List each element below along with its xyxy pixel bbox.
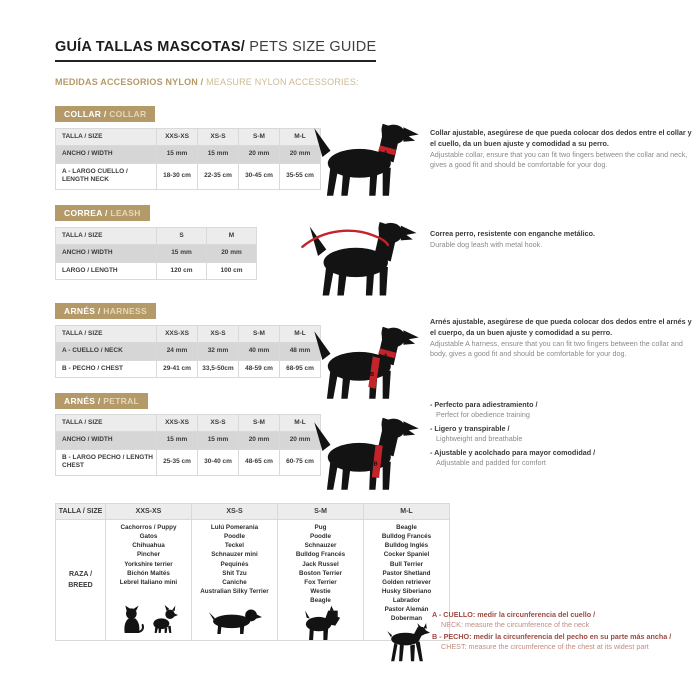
harness-description: [430, 317, 694, 360]
header-cell: M-L: [280, 129, 321, 146]
breed-list: Cachorros / Puppy Gatos Chihuahua Pincher Yorkshire terrier Bichón Maltés Lebrel Italiano mini: [119, 524, 178, 586]
value-cell: 15 mm: [198, 146, 239, 163]
breed-cell-s-m: [278, 520, 364, 641]
collar-size-table: [55, 128, 321, 190]
value-cell: 30-40 cm: [198, 449, 239, 475]
value-cell: 18-30 cm: [157, 163, 198, 189]
value-cell: 15 mm: [198, 432, 239, 449]
collar-badge-es: COLLAR /: [64, 109, 107, 119]
petral-dog-icon: [303, 406, 421, 496]
value-cell: 48-59 cm: [239, 360, 280, 377]
petral-section-badge: [55, 393, 148, 409]
collar-dog-icon: [303, 112, 421, 202]
feature-item: [430, 448, 694, 469]
breed-icons: [107, 604, 190, 635]
row-label-cell: B - PECHO / CHEST: [56, 360, 157, 377]
harness-badge-en: HARNESS: [103, 306, 147, 316]
row-label-cell: B - LARGO PECHO / LENGTH CHEST: [56, 449, 157, 475]
value-cell: 22-35 cm: [198, 163, 239, 189]
leash-desc-es: Correa perro, resistente con enganche metálico.: [430, 229, 595, 238]
schnauzer-icon: [301, 605, 341, 640]
row-label-cell: ANCHO / WIDTH: [56, 432, 157, 449]
collar-desc-en: Adjustable collar, ensure that you can fit two fingers between the collar and neck, gives a good fit and should be comfortable for your dog.: [430, 149, 688, 170]
header-cell: XXS-XS: [157, 415, 198, 432]
leash-desc-en: Durable dog leash with metal hook.: [430, 239, 543, 249]
value-cell: 25-35 cm: [157, 449, 198, 475]
value-cell: 120 cm: [157, 262, 207, 279]
page-title-en: PETS SIZE GUIDE: [249, 39, 377, 55]
harness-desc-es: Arnés ajustable, asegúrese de que pueda colocar dos dedos entre el arnés y el cuerpo, da un buen ajuste y comodidad a su perro.: [430, 317, 692, 337]
breed-icons: [193, 607, 276, 635]
petral-badge-en: PETRAL: [103, 396, 140, 406]
value-cell: 30-45 cm: [239, 163, 280, 189]
note-a-es: A - CUELLO: medir la circunferencia del cuello /: [432, 610, 596, 619]
neck-length-row: [56, 163, 321, 189]
feature-item: [430, 424, 694, 445]
header-cell: S: [157, 228, 207, 245]
page-subtitle-en: MEASURE NYLON ACCESSORIES:: [206, 77, 359, 87]
chest-row: [56, 360, 321, 377]
header-cell: S-M: [239, 129, 280, 146]
row-label-cell: A - LARGO CUELLO / LENGTH NECK: [56, 163, 157, 189]
header-cell: M: [207, 228, 257, 245]
breed-list: Lulú Pomerania Poodle Teckel Schnauzer mini Pequinés Shit Tzu Caniche Australian Silky Terrier: [200, 524, 269, 595]
feature-en: Lightweight and breathable: [436, 434, 523, 444]
feature-en: Adjustable and padded for comfort: [436, 458, 546, 468]
length-row: [56, 262, 257, 279]
page-subtitle: [55, 77, 359, 87]
value-cell: 15 mm: [157, 432, 198, 449]
note-a-en: NECK: measure the circumference of the neck: [441, 620, 590, 630]
leash-description: [430, 229, 694, 251]
marker-b-label: B: [370, 372, 374, 379]
header-cell: XXS-XS: [106, 504, 192, 520]
marker-a-label: A: [383, 353, 388, 360]
breed-row-label-cell: [56, 520, 106, 641]
table-header-row: [56, 228, 257, 245]
header-cell: XS-S: [198, 326, 239, 343]
dachshund-icon: [208, 607, 262, 634]
value-cell: 100 cm: [207, 262, 257, 279]
row-label-cell: ANCHO / WIDTH: [56, 146, 157, 163]
header-cell: XS-S: [192, 504, 278, 520]
header-cell: M-L: [280, 415, 321, 432]
collar-badge-en: COLLAR: [109, 109, 147, 119]
chihuahua-icon: [150, 604, 178, 634]
breed-cell-xs-s: [192, 520, 278, 641]
header-cell: XS-S: [198, 415, 239, 432]
petral-badge-es: ARNÉS /: [64, 396, 101, 406]
leash-badge-en: LEASH: [110, 208, 141, 218]
header-cell: XXS-XS: [157, 129, 198, 146]
value-cell: 24 mm: [157, 343, 198, 360]
value-cell: 20 mm: [239, 146, 280, 163]
width-row: [56, 146, 321, 163]
harness-badge-es: ARNÉS /: [64, 306, 101, 316]
value-cell: 32 mm: [198, 343, 239, 360]
feature-es: - Ajustable y acolchado para mayor comodidad /: [430, 448, 694, 458]
breed-list: Pug Poodle Schnauzer Bulldog Francés Jack Russel Boston Terrier Fox Terrier Westie Beagle: [295, 524, 346, 604]
note-b-en: CHEST: measure the circumference of the chest at its widest part: [441, 642, 649, 652]
page-subtitle-es: MEDIDAS ACCESORIOS NYLON /: [55, 77, 204, 87]
value-cell: 40 mm: [239, 343, 280, 360]
header-cell: M-L: [364, 504, 450, 520]
breed-list: Beagle Bulldog Francés Bulldog Inglés Cocker Spaniel Bull Terrier Pastor Shetland Golden retriever Husky Siberiano Labrador Pastor Alemán Doberman: [381, 524, 432, 623]
header-cell: S-M: [239, 326, 280, 343]
leash-badge-es: CORREA /: [64, 208, 108, 218]
feature-es: - Perfecto para adiestramiento /: [430, 400, 694, 410]
value-cell: 33,5-50cm: [198, 360, 239, 377]
cat-icon: [120, 604, 144, 634]
chest-length-row: [56, 449, 321, 475]
table-header-row: [56, 415, 321, 432]
harness-size-table: [55, 325, 321, 378]
leash-size-table: [55, 227, 257, 280]
collar-description: [430, 128, 694, 171]
petral-feature-list: [430, 400, 694, 472]
width-row: [56, 245, 257, 262]
table-header-row: [56, 326, 321, 343]
value-cell: 15 mm: [157, 245, 207, 262]
breed-cell-xxs-xs: [106, 520, 192, 641]
doberman-icon: [384, 623, 430, 663]
note-b-es: B - PECHO: medir la circunferencia del pecho en su parte más ancha /: [432, 631, 672, 641]
header-cell: S-M: [278, 504, 364, 520]
header-cell: XS-S: [198, 129, 239, 146]
table-header-row: [56, 129, 321, 146]
value-cell: 48-65 cm: [239, 449, 280, 475]
header-cell: TALLA / SIZE: [56, 129, 157, 146]
page-title: [55, 39, 376, 62]
breed-size-table: [55, 503, 450, 641]
header-cell: TALLA / SIZE: [56, 326, 157, 343]
value-cell: 60-75 cm: [280, 449, 321, 475]
feature-es: - Ligero y transpirable /: [430, 424, 694, 434]
header-cell: TALLA / SIZE: [56, 504, 106, 520]
leash-section-badge: [55, 205, 150, 221]
header-cell: M-L: [280, 326, 321, 343]
breed-icons: [279, 605, 362, 641]
header-cell: TALLA / SIZE: [56, 415, 157, 432]
breed-header-row: [56, 504, 450, 520]
value-cell: 68-95 cm: [280, 360, 321, 377]
measurement-notes: [432, 610, 698, 654]
marker-b-label: B: [373, 461, 378, 468]
breed-body-row: [56, 520, 450, 641]
width-row: [56, 432, 321, 449]
row-label-cell: LARGO / LENGTH: [56, 262, 157, 279]
header-cell: S-M: [239, 415, 280, 432]
page-title-es: GUÍA TALLAS MASCOTAS/: [55, 39, 246, 55]
neck-row: [56, 343, 321, 360]
harness-dog-icon: [303, 315, 421, 405]
harness-section-badge: [55, 303, 156, 319]
value-cell: 48 mm: [280, 343, 321, 360]
breed-row-label-es: RAZA /: [68, 570, 93, 578]
header-cell: XXS-XS: [157, 326, 198, 343]
value-cell: 35-55 cm: [280, 163, 321, 189]
collar-section-badge: [55, 106, 155, 122]
breed-row-label-en: BREED: [68, 582, 93, 589]
value-cell: 15 mm: [157, 146, 198, 163]
value-cell: 20 mm: [280, 146, 321, 163]
marker-a-label: A: [383, 150, 388, 157]
row-label-cell: A - CUELLO / NECK: [56, 343, 157, 360]
collar-desc-es: Collar ajustable, asegúrese de que pueda colocar dos dedos entre el collar y el cuello, da un buen ajuste y comodidad a su perro.: [430, 128, 692, 148]
value-cell: 20 mm: [207, 245, 257, 262]
harness-desc-en: Adjustable A harness, ensure that you can fit two fingers between the collar and body, gives a good fit and should be comfortable for your dog.: [430, 338, 683, 359]
feature-en: Perfect for obedience training: [436, 410, 530, 420]
petral-size-table: [55, 414, 321, 476]
feature-item: [430, 400, 694, 421]
row-label-cell: ANCHO / WIDTH: [56, 245, 157, 262]
value-cell: 29-41 cm: [157, 360, 198, 377]
header-cell: TALLA / SIZE: [56, 228, 157, 245]
value-cell: 20 mm: [280, 432, 321, 449]
leash-dog-icon: [296, 210, 421, 302]
value-cell: 20 mm: [239, 432, 280, 449]
